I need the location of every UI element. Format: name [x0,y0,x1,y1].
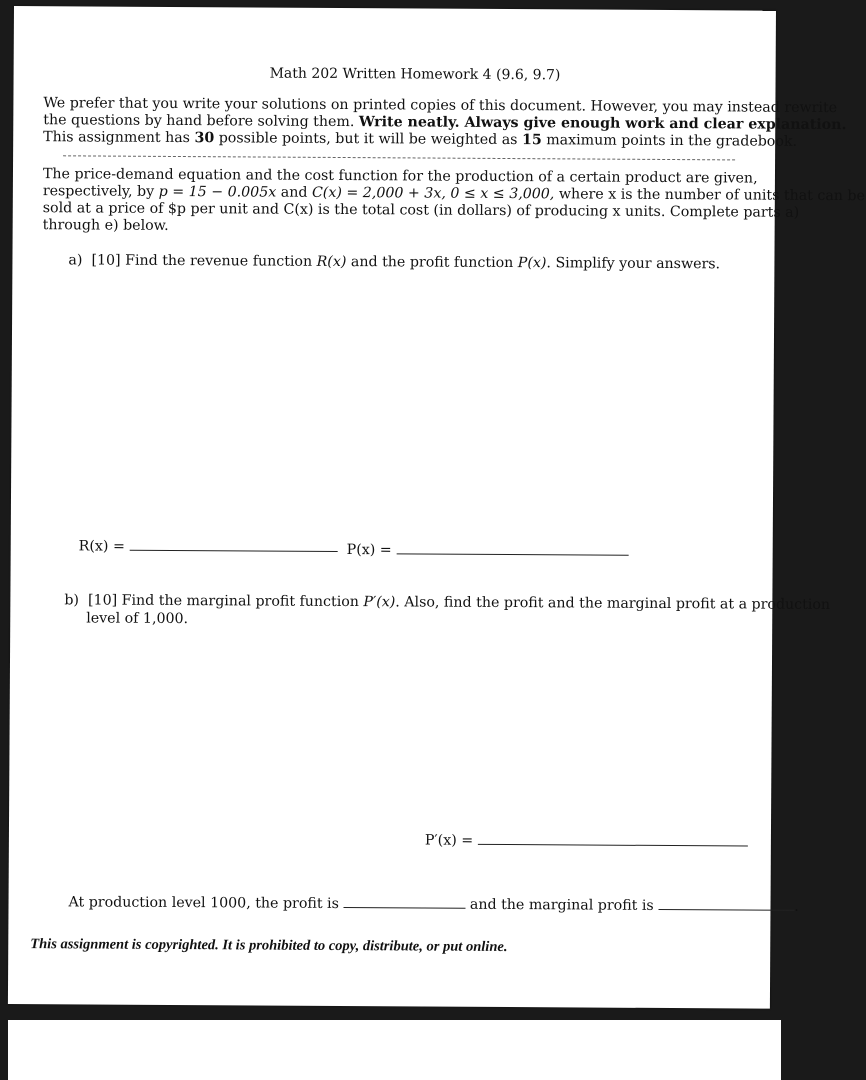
possible-points: 30 [194,130,215,147]
profit-answer-row [347,541,629,561]
part-b-text-b: . Also, find the profit and the marginal profit at a production [395,594,831,613]
problem-line-2-c: where x is the number of units that can be [554,186,865,205]
part-a-label: a) [68,252,83,269]
next-page-edge [8,1020,781,1080]
copyright-notice: This assignment is copyrighted. It is prohibited to copy, distribute, or put online. [30,936,508,956]
profit-function: P(x) [517,255,547,272]
cost-function: C(x) = 2,000 + 3x, 0 ≤ x ≤ 3,000, [311,184,555,203]
profit-at-1000-blank[interactable] [343,895,465,909]
problem-line-1: The price-demand equation and the cost function for the production of a certain product are given, [42,166,758,187]
document-page [8,6,865,1009]
revenue-answer-row [79,537,338,557]
problem-line-2-a: respectively, by [42,183,159,200]
weighted-points: 15 [521,132,542,149]
part-a-text-b: and the profit function [346,254,518,272]
marginal-profit-at-1000-blank[interactable] [658,897,794,911]
production-level-row [68,893,798,915]
revenue-answer-blank[interactable] [129,538,337,552]
part-a-text-c: . Simplify your answers. [546,255,721,273]
row-period: . [794,898,799,915]
marginal-profit-answer-row [425,832,748,852]
part-a-question [68,252,720,273]
revenue-answer-label: R(x) = [78,538,125,555]
part-b-text-a: Find the marginal profit function [121,592,364,611]
profit-answer-label: P(x) = [346,542,392,559]
part-b-line-2: level of 1,000. [86,610,189,628]
marginal-profit-answer-blank[interactable] [478,832,748,847]
profit-at-1000-label: At production level 1000, the profit is [68,894,339,913]
problem-line-2-b: and [276,184,313,201]
profit-answer-blank[interactable] [396,541,628,555]
intro-line-2-bold: Write neatly. Always give enough work and clear explanation. [358,114,847,134]
part-b-points: [10] [87,592,118,609]
dashed-divider [63,155,735,160]
intro-line-3-a: This assignment has [43,129,195,147]
intro-line-1: We prefer that you write your solutions on printed copies of this document. However, you may instead rewrite [43,95,838,117]
marginal-profit-function: P′(x) [363,594,396,611]
problem-line-3: sold at a price of $p per unit and C(x) is the total cost (in dollars) of producing x units. Complete parts a) [42,200,800,221]
marginal-profit-at-1000-label: and the marginal profit is [469,896,654,914]
price-demand-equation: p = 15 − 0.005x [158,183,277,201]
part-b-label: b) [64,592,80,609]
intro-line-3-b: possible points, but it will be weighted as [214,130,523,149]
page-title: Math 202 Written Homework 4 (9.6, 9.7) [269,65,561,84]
marginal-profit-answer-label: P′(x) = [424,832,474,849]
intro-line-3-c: maximum points in the gradebook. [541,132,798,150]
part-a-text-a: Find the revenue function [125,252,317,270]
revenue-function: R(x) [316,253,347,271]
intro-line-3 [43,129,797,151]
problem-line-4: through e) below. [42,217,169,234]
intro-line-2-text: the questions by hand before solving them. [43,112,359,131]
part-a-points: [10] [91,252,121,269]
